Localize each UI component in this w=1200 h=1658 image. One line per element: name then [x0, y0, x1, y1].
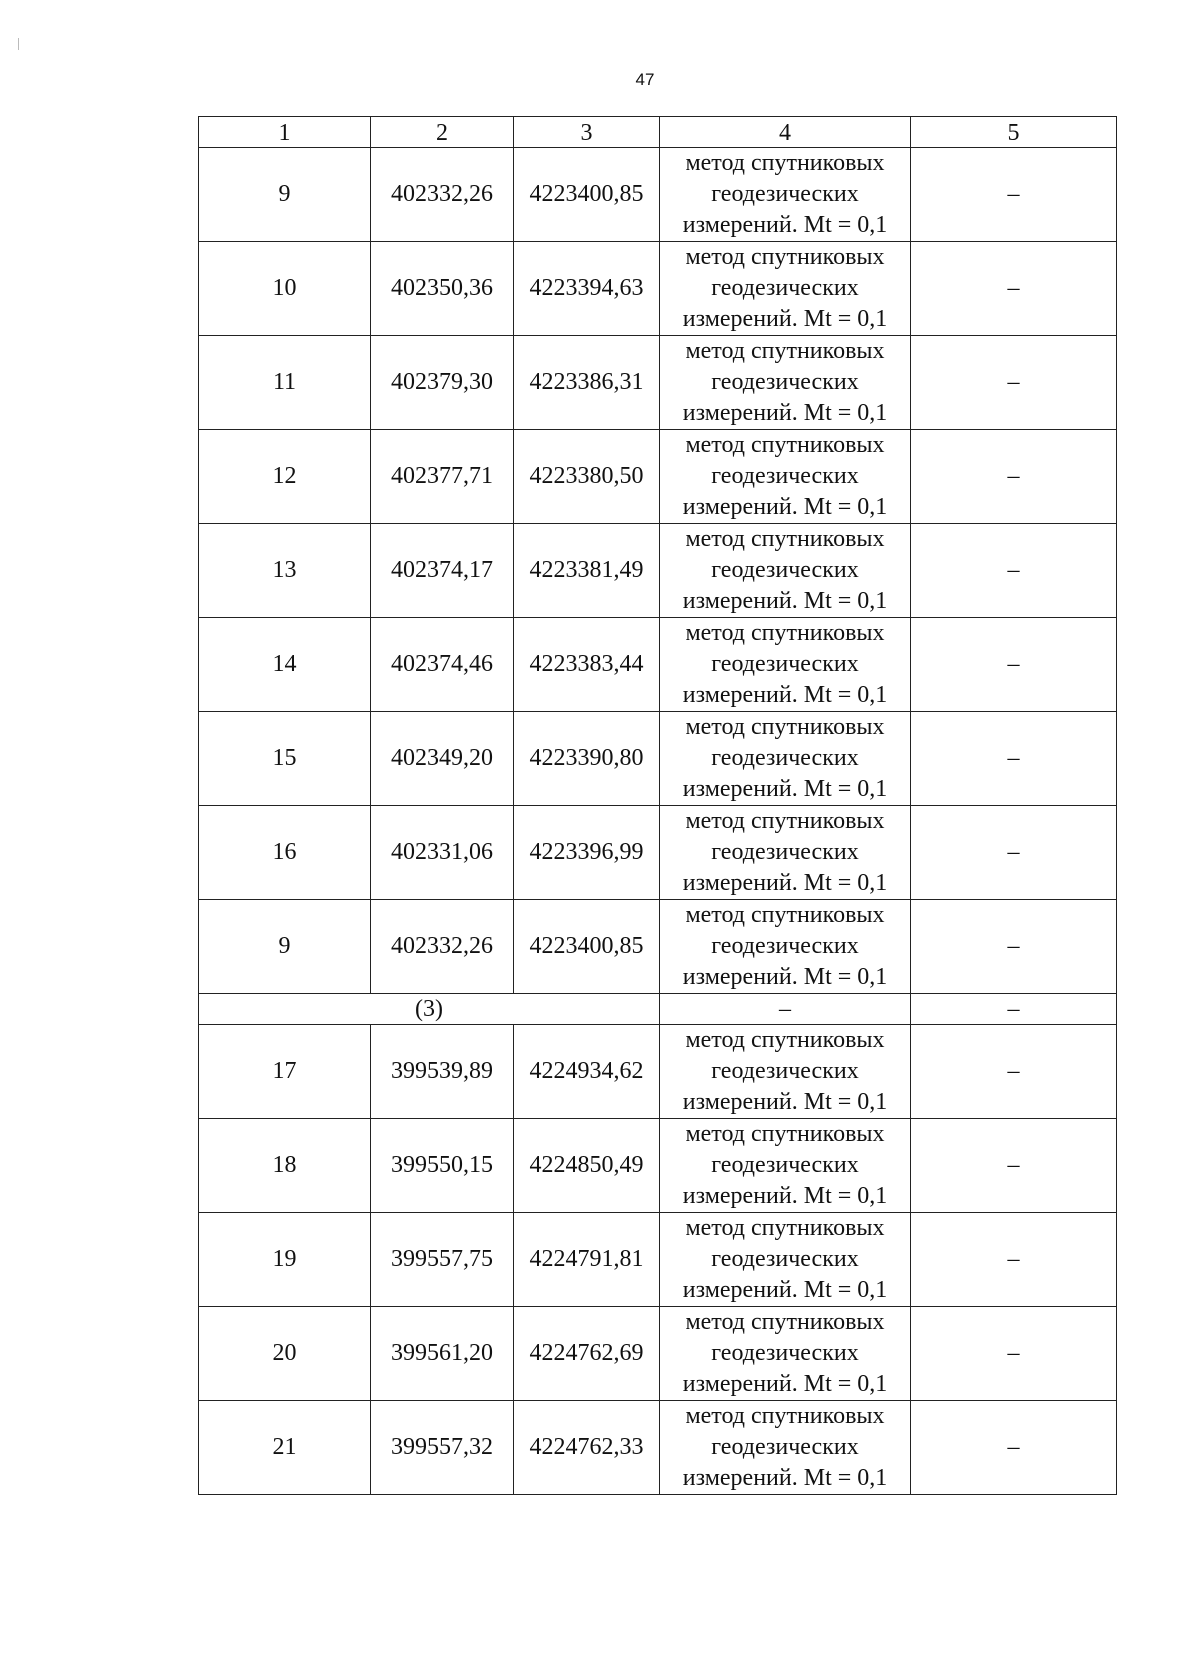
note-cell: – [911, 900, 1117, 994]
point-number-cell: 14 [199, 618, 371, 712]
x-coordinate-cell: 399550,15 [371, 1119, 514, 1213]
method-cell: метод спутниковых геодезических измерений. Mt = 0,1 [660, 900, 911, 994]
x-coordinate-cell: 402349,20 [371, 712, 514, 806]
note-cell: – [911, 524, 1117, 618]
table-row [199, 806, 1117, 900]
point-number-cell: 21 [199, 1401, 371, 1495]
method-cell: метод спутниковых геодезических измерений. Mt = 0,1 [660, 1025, 911, 1119]
point-number-cell: 11 [199, 336, 371, 430]
note-cell: – [911, 1401, 1117, 1495]
x-coordinate-cell: 402374,17 [371, 524, 514, 618]
table-body [199, 117, 1117, 1495]
note-cell: – [911, 430, 1117, 524]
point-number-cell: 15 [199, 712, 371, 806]
x-coordinate-cell: 402332,26 [371, 148, 514, 242]
y-coordinate-cell: 4224762,33 [514, 1401, 660, 1495]
table-row [199, 1401, 1117, 1495]
header-cell-2: 2 [371, 117, 514, 148]
x-coordinate-cell: 399539,89 [371, 1025, 514, 1119]
y-coordinate-cell: 4224791,81 [514, 1213, 660, 1307]
y-coordinate-cell: 4223380,50 [514, 430, 660, 524]
header-cell-5: 5 [911, 117, 1117, 148]
y-coordinate-cell: 4224934,62 [514, 1025, 660, 1119]
x-coordinate-cell: 399557,75 [371, 1213, 514, 1307]
method-cell: метод спутниковых геодезических измерений. Mt = 0,1 [660, 524, 911, 618]
table-row [199, 1213, 1117, 1307]
x-coordinate-cell: 402379,30 [371, 336, 514, 430]
point-number-cell: 12 [199, 430, 371, 524]
section-note-cell: – [911, 994, 1117, 1025]
method-cell: метод спутниковых геодезических измерений. Mt = 0,1 [660, 430, 911, 524]
section-row [199, 994, 1117, 1025]
point-number-cell: 10 [199, 242, 371, 336]
note-cell: – [911, 242, 1117, 336]
table-row [199, 1119, 1117, 1213]
y-coordinate-cell: 4223383,44 [514, 618, 660, 712]
table-header-row [199, 117, 1117, 148]
y-coordinate-cell: 4223396,99 [514, 806, 660, 900]
note-cell: – [911, 1307, 1117, 1401]
method-cell: метод спутниковых геодезических измерений. Mt = 0,1 [660, 1401, 911, 1495]
y-coordinate-cell: 4223386,31 [514, 336, 660, 430]
method-cell: метод спутниковых геодезических измерений. Mt = 0,1 [660, 336, 911, 430]
table-row [199, 1307, 1117, 1401]
table-row [199, 1025, 1117, 1119]
table-row [199, 618, 1117, 712]
y-coordinate-cell: 4224762,69 [514, 1307, 660, 1401]
x-coordinate-cell: 402331,06 [371, 806, 514, 900]
method-cell: метод спутниковых геодезических измерений. Mt = 0,1 [660, 242, 911, 336]
point-number-cell: 18 [199, 1119, 371, 1213]
table-row [199, 900, 1117, 994]
point-number-cell: 9 [199, 148, 371, 242]
note-cell: – [911, 1025, 1117, 1119]
point-number-cell: 16 [199, 806, 371, 900]
x-coordinate-cell: 402377,71 [371, 430, 514, 524]
table-row [199, 336, 1117, 430]
method-cell: метод спутниковых геодезических измерений. Mt = 0,1 [660, 1307, 911, 1401]
table-row [199, 430, 1117, 524]
scan-mark [18, 38, 19, 50]
note-cell: – [911, 1213, 1117, 1307]
point-number-cell: 13 [199, 524, 371, 618]
method-cell: метод спутниковых геодезических измерений. Mt = 0,1 [660, 1213, 911, 1307]
method-cell: метод спутниковых геодезических измерений. Mt = 0,1 [660, 618, 911, 712]
x-coordinate-cell: 402350,36 [371, 242, 514, 336]
method-cell: метод спутниковых геодезических измерений. Mt = 0,1 [660, 1119, 911, 1213]
note-cell: – [911, 336, 1117, 430]
x-coordinate-cell: 399557,32 [371, 1401, 514, 1495]
x-coordinate-cell: 399561,20 [371, 1307, 514, 1401]
point-number-cell: 9 [199, 900, 371, 994]
note-cell: – [911, 618, 1117, 712]
header-cell-3: 3 [514, 117, 660, 148]
y-coordinate-cell: 4224850,49 [514, 1119, 660, 1213]
table-row [199, 148, 1117, 242]
section-label-cell: (3) [199, 994, 660, 1025]
section-method-cell: – [660, 994, 911, 1025]
point-number-cell: 17 [199, 1025, 371, 1119]
page-number: 47 [635, 70, 655, 89]
y-coordinate-cell: 4223390,80 [514, 712, 660, 806]
table-row [199, 524, 1117, 618]
method-cell: метод спутниковых геодезических измерений. Mt = 0,1 [660, 806, 911, 900]
note-cell: – [911, 712, 1117, 806]
table-row [199, 242, 1117, 336]
table-row [199, 712, 1117, 806]
y-coordinate-cell: 4223381,49 [514, 524, 660, 618]
method-cell: метод спутниковых геодезических измерений. Mt = 0,1 [660, 148, 911, 242]
method-cell: метод спутниковых геодезических измерений. Mt = 0,1 [660, 712, 911, 806]
note-cell: – [911, 1119, 1117, 1213]
y-coordinate-cell: 4223400,85 [514, 148, 660, 242]
y-coordinate-cell: 4223394,63 [514, 242, 660, 336]
point-number-cell: 20 [199, 1307, 371, 1401]
coordinates-table [198, 116, 1117, 1495]
point-number-cell: 19 [199, 1213, 371, 1307]
header-cell-1: 1 [199, 117, 371, 148]
x-coordinate-cell: 402332,26 [371, 900, 514, 994]
y-coordinate-cell: 4223400,85 [514, 900, 660, 994]
x-coordinate-cell: 402374,46 [371, 618, 514, 712]
note-cell: – [911, 806, 1117, 900]
note-cell: – [911, 148, 1117, 242]
header-cell-4: 4 [660, 117, 911, 148]
